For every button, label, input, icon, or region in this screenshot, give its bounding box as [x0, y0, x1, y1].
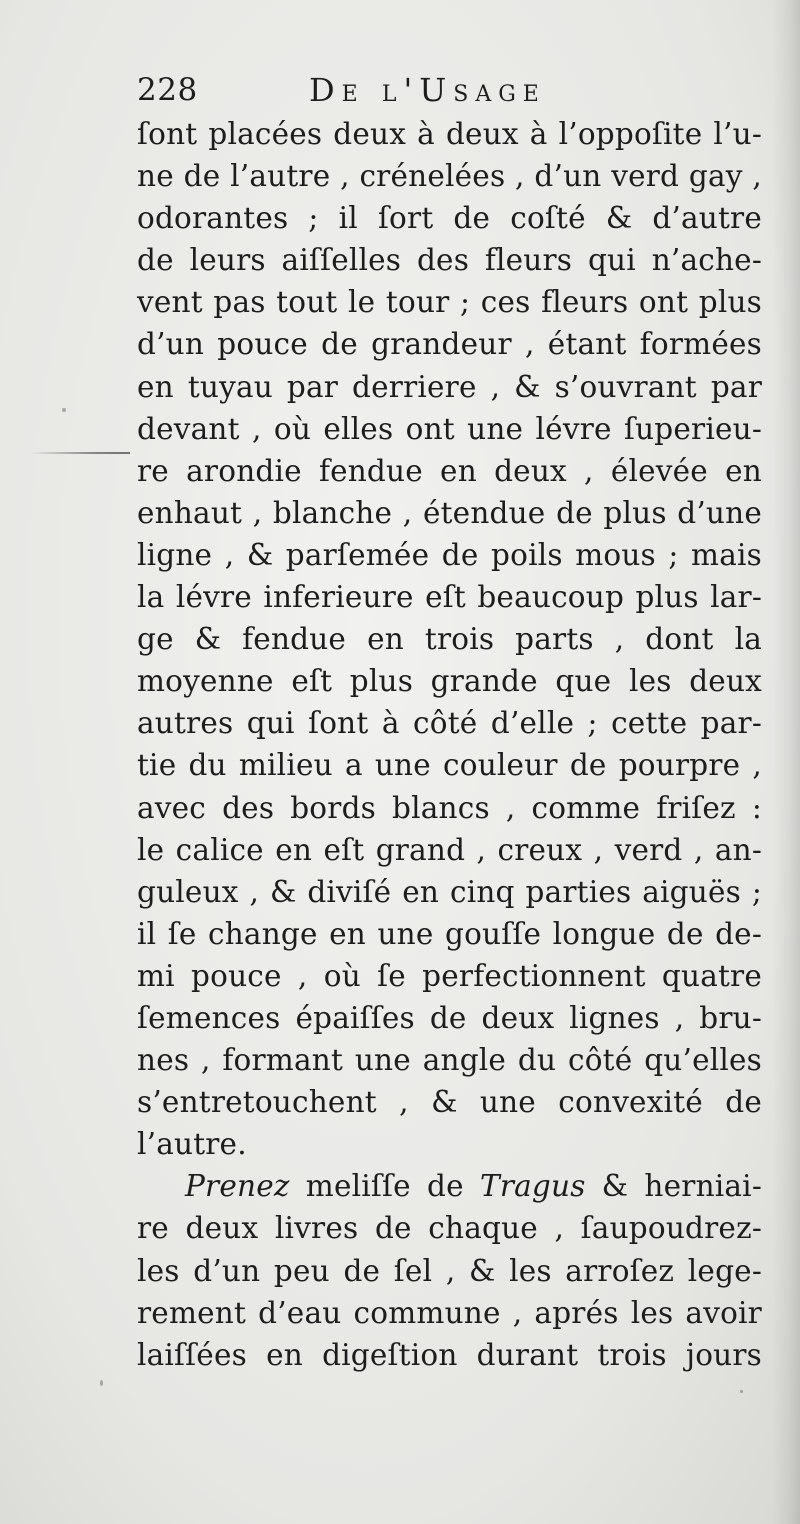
text-line: laiſſées en digeſtion durant trois jours [137, 1337, 762, 1372]
text-line: de leurs aiſſelles des fleurs qui n’ache- [137, 243, 762, 278]
text-line: re arondie fendue en deux , élevée en [137, 453, 762, 488]
text-line: moyenne eſt plus grande que les deux [137, 664, 762, 699]
text-span: & herniai- [585, 1169, 762, 1204]
text-line: d’un pouce de grandeur , étant formées [137, 327, 762, 362]
margin-pen-mark [30, 452, 130, 454]
italic-word: Prenez [185, 1169, 290, 1204]
text-line: guleux , & diviſé en cinq parties aiguës ; [137, 874, 762, 909]
text-line: ſemences épaiſſes de deux lignes , bru- [137, 1000, 762, 1035]
body-text [137, 113, 762, 1376]
text-line: en tuyau par derriere , & s’ouvrant par [137, 369, 762, 404]
ink-speck [100, 1380, 103, 1386]
text-line: devant , où elles ont une lévre ſuperieu- [137, 411, 762, 446]
text-line: autres qui ſont à côté d’elle ; cette par- [137, 706, 762, 741]
page-edge-shadow [772, 0, 800, 1524]
paragraph-start-line [137, 1165, 762, 1207]
italic-word: Tragus [479, 1169, 586, 1204]
text-line: la lévre inferieure eſt beaucoup plus lar- [137, 580, 762, 615]
text-line: le calice en eſt grand , creux , verd , an- [137, 832, 762, 867]
running-head: De l'Usage [309, 71, 546, 109]
text-line: les d’un peu de ſel , & les arroſez lege- [137, 1253, 762, 1288]
text-line: ſont placées deux à deux à l’oppoſite l’u- [137, 117, 762, 151]
text-line: mi pouce , où ſe perfectionnent quatre [137, 958, 762, 993]
text-line: l’autre. [137, 1127, 247, 1162]
ink-speck [740, 1390, 743, 1393]
text-line: re deux livres de chaque , ſaupoudrez- [137, 1211, 762, 1246]
text-line: enhaut , blanche , étendue de plus d’une [137, 495, 762, 530]
text-span: meliſſe de [289, 1169, 480, 1204]
text-line: ne de l’autre , crénelées , d’un verd gay , [137, 159, 762, 194]
text-line: avec des bords blancs , comme friſez : [137, 790, 762, 825]
text-line: tie du milieu a une couleur de pourpre , [137, 748, 762, 783]
text-line: nes , formant une angle du côté qu’elles [137, 1043, 762, 1078]
ink-speck [62, 408, 66, 412]
text-line: ligne , & parſemée de poils mous ; mais [137, 537, 762, 572]
text-line: odorantes ; il ſort de coſté & d’autre [137, 201, 762, 236]
text-line: il ſe change en une gouſſe longue de de- [137, 916, 762, 951]
page-number: 228 [137, 72, 198, 108]
text-line: rement d’eau commune , aprés les avoir [137, 1295, 762, 1330]
text-line: ge & fendue en trois parts , dont la [137, 622, 762, 657]
text-line: s’entretouchent , & une convexité de [137, 1085, 762, 1120]
text-line: vent pas tout le tour ; ces fleurs ont plus [137, 285, 762, 320]
